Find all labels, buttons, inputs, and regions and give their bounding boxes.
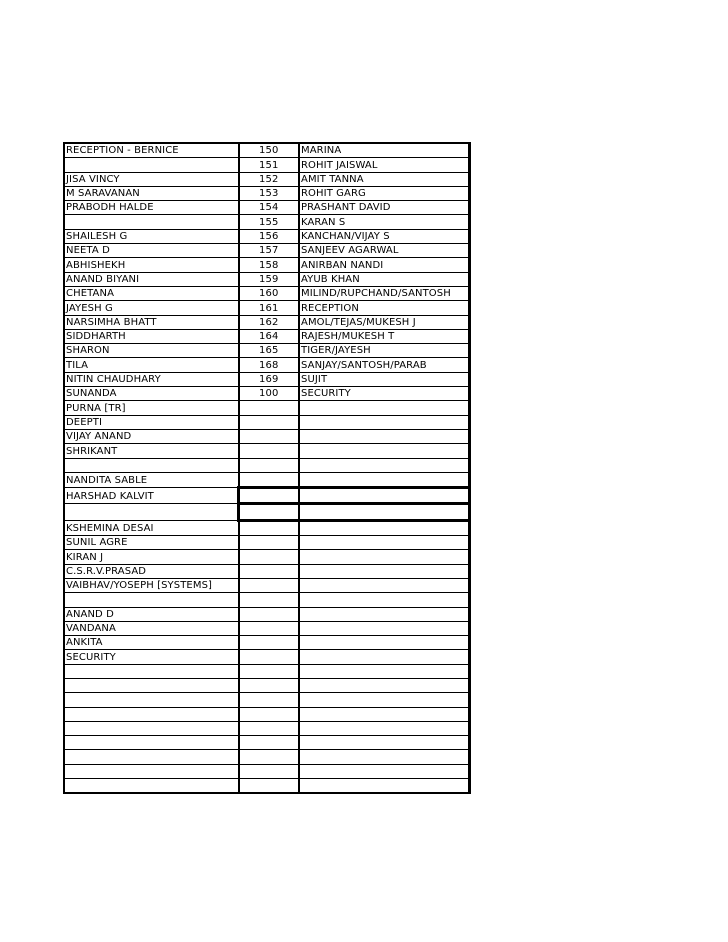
extension-owner-cell: PRASHANT DAVID — [299, 201, 470, 215]
person-name-cell: JISA VINCY — [64, 172, 239, 186]
extension-number-cell: 153 — [239, 186, 300, 200]
extension-owner-cell: TIGER/JAYESH — [299, 344, 470, 358]
table-row — [64, 244, 470, 258]
person-name-cell: M SARAVANAN — [64, 186, 239, 200]
extension-number-cell — [239, 504, 300, 520]
table-row — [64, 301, 470, 315]
table-row — [64, 158, 470, 172]
extension-number-cell: 159 — [239, 272, 300, 286]
extension-number-cell — [239, 520, 300, 535]
extension-number-cell: 154 — [239, 201, 300, 215]
extension-owner-cell — [299, 607, 470, 621]
person-name-cell: CHETANA — [64, 286, 239, 300]
person-name-cell: SHAILESH G — [64, 229, 239, 243]
extension-owner-cell — [299, 415, 470, 429]
extension-number-cell: 157 — [239, 244, 300, 258]
table-row — [64, 286, 470, 300]
person-name-cell: KIRAN J — [64, 550, 239, 564]
extension-number-cell: 151 — [239, 158, 300, 172]
extension-owner-cell: SANJAY/SANTOSH/PARAB — [299, 358, 470, 372]
extension-owner-cell: ROHIT JAISWAL — [299, 158, 470, 172]
table-row — [64, 536, 470, 550]
extension-number-cell — [239, 458, 300, 472]
table-row — [64, 172, 470, 186]
extension-owner-cell — [299, 693, 470, 707]
table-row — [64, 607, 470, 621]
person-name-cell: C.S.R.V.PRASAD — [64, 564, 239, 578]
extension-owner-cell: KARAN S — [299, 215, 470, 229]
person-name-cell: ANAND D — [64, 607, 239, 621]
person-name-cell — [64, 693, 239, 707]
person-name-cell — [64, 721, 239, 735]
person-name-cell — [64, 764, 239, 778]
person-name-cell — [64, 215, 239, 229]
table-row — [64, 721, 470, 735]
person-name-cell — [64, 736, 239, 750]
extension-owner-cell — [299, 536, 470, 550]
extension-owner-cell: RECEPTION — [299, 301, 470, 315]
table-row — [64, 344, 470, 358]
table-row — [64, 504, 470, 520]
person-name-cell: PRABODH HALDE — [64, 201, 239, 215]
extension-owner-cell — [299, 721, 470, 735]
extension-owner-cell: KANCHAN/VIJAY S — [299, 229, 470, 243]
table-row — [64, 707, 470, 721]
person-name-cell: ANKITA — [64, 636, 239, 650]
extension-owner-cell: RAJESH/MUKESH T — [299, 329, 470, 343]
extension-number-cell — [239, 650, 300, 664]
extension-owner-cell — [299, 564, 470, 578]
person-name-cell: TILA — [64, 358, 239, 372]
table-row — [64, 564, 470, 578]
extension-owner-cell: ANIRBAN NANDI — [299, 258, 470, 272]
person-name-cell — [64, 750, 239, 764]
table-row — [64, 472, 470, 487]
extension-owner-cell: MILIND/RUPCHAND/SANTOSH — [299, 286, 470, 300]
person-name-cell — [64, 678, 239, 692]
extension-number-cell: 162 — [239, 315, 300, 329]
person-name-cell: HARSHAD KALVIT — [64, 488, 239, 504]
extension-number-cell — [239, 536, 300, 550]
person-name-cell — [64, 593, 239, 607]
extension-owner-cell — [299, 472, 470, 487]
person-name-cell: NARSIMHA BHATT — [64, 315, 239, 329]
table-row — [64, 387, 470, 401]
extension-number-cell: 169 — [239, 372, 300, 386]
person-name-cell — [64, 664, 239, 678]
table-row — [64, 593, 470, 607]
extension-number-cell: 161 — [239, 301, 300, 315]
extension-owner-cell — [299, 736, 470, 750]
table-row — [64, 678, 470, 692]
extension-number-cell — [239, 693, 300, 707]
extension-number-cell — [239, 564, 300, 578]
extension-number-cell — [239, 444, 300, 458]
person-name-cell: PURNA [TR] — [64, 401, 239, 415]
person-name-cell: SHARON — [64, 344, 239, 358]
extension-number-cell — [239, 664, 300, 678]
extension-number-cell — [239, 472, 300, 487]
extension-owner-cell — [299, 664, 470, 678]
table-row — [64, 329, 470, 343]
person-name-cell — [64, 458, 239, 472]
table-row — [64, 636, 470, 650]
table-row — [64, 401, 470, 415]
extension-owner-cell — [299, 578, 470, 592]
extension-owner-cell — [299, 678, 470, 692]
extension-owner-cell — [299, 593, 470, 607]
extension-owner-cell — [299, 621, 470, 635]
table-row — [64, 415, 470, 429]
table-row — [64, 315, 470, 329]
extension-number-cell — [239, 415, 300, 429]
table-row — [64, 458, 470, 472]
table-row — [64, 201, 470, 215]
table-row — [64, 650, 470, 664]
table-row — [64, 372, 470, 386]
person-name-cell: NANDITA SABLE — [64, 472, 239, 487]
table-row — [64, 520, 470, 535]
extension-owner-cell: MARINA — [299, 143, 470, 158]
person-name-cell: NEETA D — [64, 244, 239, 258]
extension-owner-cell: SANJEEV AGARWAL — [299, 244, 470, 258]
extension-owner-cell: SUJIT — [299, 372, 470, 386]
extension-number-cell — [239, 750, 300, 764]
person-name-cell: KSHEMINA DESAI — [64, 520, 239, 535]
person-name-cell: NITIN CHAUDHARY — [64, 372, 239, 386]
extension-owner-cell — [299, 750, 470, 764]
extension-owner-cell — [299, 401, 470, 415]
person-name-cell — [64, 504, 239, 520]
extension-number-cell: 168 — [239, 358, 300, 372]
extension-number-cell: 165 — [239, 344, 300, 358]
extension-owner-cell — [299, 504, 470, 520]
extension-owner-cell: AMOL/TEJAS/MUKESH J — [299, 315, 470, 329]
extension-number-cell — [239, 550, 300, 564]
extension-number-cell: 164 — [239, 329, 300, 343]
extension-number-cell: 155 — [239, 215, 300, 229]
person-name-cell: DEEPTI — [64, 415, 239, 429]
person-name-cell: VAIBHAV/YOSEPH [SYSTEMS] — [64, 578, 239, 592]
extension-number-cell — [239, 401, 300, 415]
table-row — [64, 143, 470, 158]
extension-owner-cell: AMIT TANNA — [299, 172, 470, 186]
extension-number-cell — [239, 721, 300, 735]
table-row — [64, 272, 470, 286]
extension-number-cell — [239, 764, 300, 778]
person-name-cell: SECURITY — [64, 650, 239, 664]
table-row — [64, 358, 470, 372]
extension-number-cell: 150 — [239, 143, 300, 158]
table-row — [64, 229, 470, 243]
extension-number-cell — [239, 707, 300, 721]
table-row — [64, 550, 470, 564]
person-name-cell: ANAND BIYANI — [64, 272, 239, 286]
extension-number-cell — [239, 607, 300, 621]
table-row — [64, 578, 470, 592]
extension-owner-cell: ROHIT GARG — [299, 186, 470, 200]
extension-owner-cell: AYUB KHAN — [299, 272, 470, 286]
person-name-cell — [64, 779, 239, 794]
table-row — [64, 429, 470, 443]
person-name-cell: SUNIL AGRE — [64, 536, 239, 550]
extension-number-cell — [239, 593, 300, 607]
table-row — [64, 779, 470, 794]
table-row — [64, 488, 470, 504]
extension-owner-cell — [299, 444, 470, 458]
table-row — [64, 664, 470, 678]
table-row — [64, 186, 470, 200]
person-name-cell — [64, 158, 239, 172]
extension-number-cell — [239, 636, 300, 650]
extension-owner-cell — [299, 764, 470, 778]
table-row — [64, 736, 470, 750]
table-row — [64, 750, 470, 764]
table-row — [64, 764, 470, 778]
extension-owner-cell — [299, 550, 470, 564]
table-body — [64, 143, 470, 793]
extension-owner-cell: SECURITY — [299, 387, 470, 401]
extension-number-cell: 160 — [239, 286, 300, 300]
extension-owner-cell — [299, 488, 470, 504]
extension-owner-cell — [299, 779, 470, 794]
extension-number-cell — [239, 779, 300, 794]
extension-number-cell: 152 — [239, 172, 300, 186]
extension-number-cell: 100 — [239, 387, 300, 401]
extension-owner-cell — [299, 429, 470, 443]
extension-owner-cell — [299, 636, 470, 650]
extension-number-cell: 156 — [239, 229, 300, 243]
table-row — [64, 215, 470, 229]
table-row — [64, 258, 470, 272]
extension-directory-table — [63, 142, 471, 794]
extension-owner-cell — [299, 520, 470, 535]
extension-number-cell: 158 — [239, 258, 300, 272]
table-row — [64, 621, 470, 635]
person-name-cell: VIJAY ANAND — [64, 429, 239, 443]
person-name-cell: JAYESH G — [64, 301, 239, 315]
extension-number-cell — [239, 429, 300, 443]
person-name-cell — [64, 707, 239, 721]
person-name-cell: SHRIKANT — [64, 444, 239, 458]
extension-number-cell — [239, 621, 300, 635]
extension-owner-cell — [299, 458, 470, 472]
extension-owner-cell — [299, 707, 470, 721]
person-name-cell: RECEPTION - BERNICE — [64, 143, 239, 158]
table-row — [64, 444, 470, 458]
table-row — [64, 693, 470, 707]
extension-owner-cell — [299, 650, 470, 664]
person-name-cell: VANDANA — [64, 621, 239, 635]
extension-number-cell — [239, 578, 300, 592]
person-name-cell: SIDDHARTH — [64, 329, 239, 343]
extension-number-cell — [239, 488, 300, 504]
extension-number-cell — [239, 678, 300, 692]
person-name-cell: SUNANDA — [64, 387, 239, 401]
person-name-cell: ABHISHEKH — [64, 258, 239, 272]
extension-number-cell — [239, 736, 300, 750]
